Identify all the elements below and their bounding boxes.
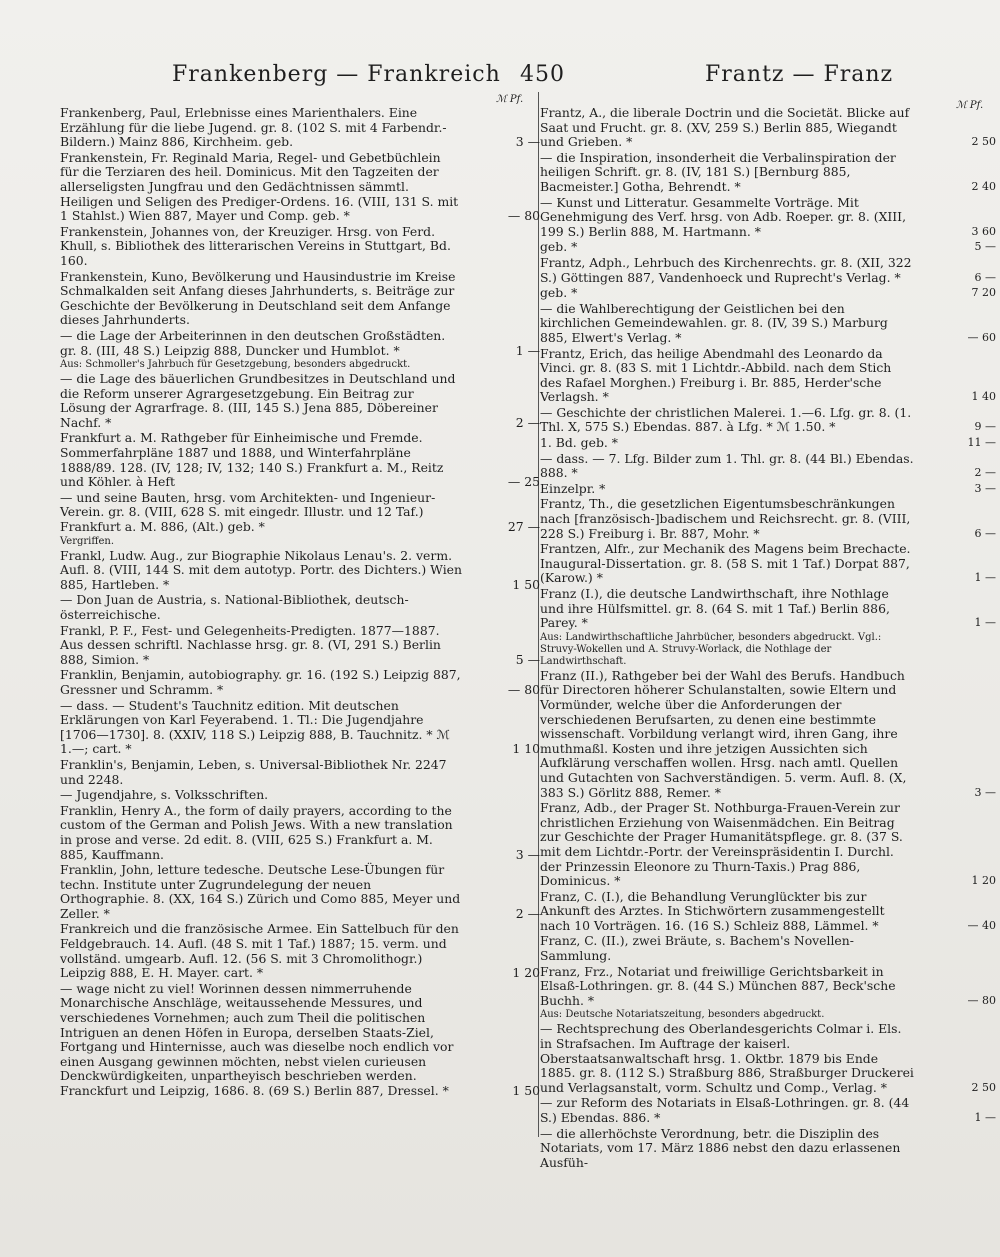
entry-text: — dass. — 7. Lfg. Bilder zum 1. Thl. gr. 8. (44 Bl.) Ebendas. 888. *: [540, 450, 914, 481]
entry-text: Frankl, Ludw. Aug., zur Biographie Nikolaus Lenau's. 2. verm. Aufl. 8. (VIII, 144 S. mit dem autotyp. Portr. des Dichters.) Wien 885, Hartleben. *: [60, 547, 462, 592]
entry-text: — die Lage der Arbeiterinnen in den deutschen Großstädten. gr. 8. (III, 48 S.) Leipzig 888, Duncker und Humblot. *: [60, 327, 446, 358]
entry-text: Frantzen, Alfr., zur Mechanik des Magens beim Brechacte. Inaugural-Dissertation. gr. 8. (58 S. mit 1 Taf.) Dorpat 887, (Karow.) *: [540, 541, 911, 586]
entry-text: — die Wahlberechtigung der Geistlichen bei den kirchlichen Gemeindewahlen. gr. 8. (IV, 39 S.) Marburg 885, Elwert's Verlag. *: [540, 300, 888, 345]
bibliography-entry: [540, 149, 996, 195]
bibliography-entry: [60, 624, 540, 668]
entry-price: 1 20: [971, 874, 996, 888]
entry-text: — wage nicht zu viel! Worinnen dessen nimmerruhende Monarchische Anschläge, weitaussehende Messures, und verschiedenes Vornehmen; auch zum Theil die politischen Intriguen an denen Höfen in Europa, derselben Staats-Ziel, Fortgang und Hinternisse, auch was dieselbe noch endlich vor einen Ausgang gewinnen möchten, nebst vielen curieusen Denckwürdigkeiten, unpartheyisch beschrieben werden. Franckfurt und Leipzig, 1686. 8. (69 S.) Berlin 887, Dressel. *: [60, 980, 454, 1098]
entry-text: Frantz, Th., die gesetzlichen Eigentumsbeschränkungen nach [französisch-]badischem und Reichsrecht. gr. 8. (VIII, 228 S.) Freiburg i. Br. 887, Mohr. *: [540, 496, 911, 541]
running-head-left: Frankenberg — Frankreich: [172, 62, 501, 87]
entry-price: 5 —: [974, 240, 996, 254]
entry-text: Frantz, Erich, das heilige Abendmahl des Leonardo da Vinci. gr. 8. (83 S. mit 1 Lichtdr.-Abbild. nach dem Stich des Rafael Morghen.) Freiburg i. Br. 885, Herder'sche Verlagsh. *: [540, 345, 892, 405]
left-column: [60, 106, 540, 1100]
entry-price: 3 —: [974, 785, 996, 799]
bibliography-entry: [540, 285, 996, 301]
bibliography-entry: [540, 239, 996, 255]
bibliography-entry: [60, 431, 540, 489]
entry-text: Aus: Deutsche Notariatszeitung, besonders abgedruckt.: [540, 1009, 825, 1021]
bibliography-entry: [540, 1021, 996, 1095]
bibliography-entry: [540, 1095, 996, 1125]
entry-price: 9 —: [974, 420, 996, 434]
entry-price: 1 40: [971, 390, 996, 404]
bibliography-entry: [540, 254, 996, 285]
entry-text: Einzelpr. *: [540, 480, 606, 496]
entry-text: Frankreich und die französische Armee. Ein Sattelbuch für den Feldgebrauch. 14. Aufl. (48 S. mit 1 Taf.) 1887; 15. verm. und vollständ. umgearb. Aufl. 12. (56 S. mit 3 Chromolithogr.) Leipzig 888, E. H. Mayer. cart. *: [60, 921, 459, 981]
bibliography-entry: [540, 345, 996, 405]
entry-price: 1 20: [512, 965, 540, 981]
entry-price: 1 50: [512, 1083, 540, 1098]
entry-text: — Rechtsprechung des Oberlandesgerichts Colmar i. Els. in Strafsachen. Im Auftrage der kaiserl. Oberstaatsanwaltschaft hrsg. 1. Oktbr. 1879 bis Ende 1885. gr. 8. (112 S.) Straßburg 886, Straßburger Druckerei und Verlagsanstalt, vorm. Schultz und Comp., Verlag. *: [540, 1021, 914, 1095]
entry-price: 6 —: [974, 270, 996, 284]
entry-price: — 80: [507, 681, 540, 697]
entry-price: 1 —: [974, 571, 996, 585]
entry-price: 1 —: [974, 616, 996, 630]
entry-price: 5 —: [515, 651, 540, 667]
entry-price: 3 —: [515, 134, 540, 150]
entry-text: Vergriffen.: [60, 535, 115, 547]
entry-text: 1. Bd. geb. *: [540, 435, 618, 451]
bibliography-entry: [60, 329, 540, 358]
entry-price: 6 —: [974, 526, 996, 540]
entry-text: geb. *: [540, 239, 578, 255]
entry-text: Frankenstein, Fr. Reginald Maria, Regel- und Gebetbüchlein für die Terziaren des heil. Dominicus. Mit den Tagzeiten der allerseligsten Jungfrau und den Gedächtnissen sämmtl. Heiligen und Seligen des Prediger-Ordens. 16. (VIII, 131 S. mit 1 Stahlst.) Wien 887, Mayer und Comp. geb. *: [60, 149, 459, 224]
entry-note: [540, 1009, 958, 1021]
bibliography-entry: [60, 922, 540, 980]
entry-text: Aus: Landwirthschaftliche Jahrbücher, besonders abgedruckt. Vgl.: Struvy-Wokellen und A. Struvy-Worlack, die Nothlage der Landwirthschaft.: [540, 631, 882, 667]
entry-price: 11 —: [967, 436, 996, 450]
bibliography-entry: [540, 541, 996, 586]
bibliography-entry: [60, 758, 540, 787]
entry-text: — die Inspiration, insonderheit die Verbalinspiration der heiligen Schrift. gr. 8. (IV, 181 S.) [Bernburg 885, Bacmeister.] Gotha, Behrendt. *: [540, 149, 896, 194]
entry-price: 27 —: [507, 519, 540, 535]
entry-note: [540, 632, 958, 668]
entry-text: — Jugendjahre, s. Volksschriften.: [60, 787, 269, 803]
bibliography-entry: [60, 804, 540, 862]
entry-text: Aus: Schmoller's Jahrbuch für Gesetzgebung, besonders abgedruckt.: [60, 359, 411, 371]
entry-text: Frankfurt a. M. Rathgeber für Einheimische und Fremde. Sommerfahrpläne 1887 und 1888, und Winterfahrpläne 1888/89. 128. (IV, 128; IV, 132; 140 S.) Frankfurt a. M., Reitz und Köhler. à Heft: [60, 430, 444, 490]
entry-text: Frankenstein, Kuno, Bevölkerung und Hausindustrie im Kreise Schmalkalden seit Anfang dieses Jahrhunderts, s. Beiträge zur Geschichte der Bevölkerung in Deutschland seit dem Anfange dieses Jahrhunderts.: [60, 268, 456, 328]
entry-text: — zur Reform des Notariats in Elsaß-Lothringen. gr. 8. (44 S.) Ebendas. 886. *: [540, 1095, 910, 1125]
entry-price: 3 —: [515, 846, 540, 862]
bibliography-entry: [60, 225, 540, 269]
bibliography-entry: [60, 372, 540, 430]
bibliography-entry: [60, 106, 540, 150]
entry-price: 2 —: [974, 466, 996, 480]
entry-text: Franklin, Henry A., the form of daily prayers, according to the custom of the German and Polish Jews. With a new translation in prose and verse. 2d edit. 8. (VIII, 625 S.) Frankfurt a. M. 885, Kauffmann.: [60, 802, 453, 862]
bibliography-entry: [540, 450, 996, 481]
entry-note: [60, 536, 540, 548]
entry-text: Frankenstein, Johannes von, der Kreuziger. Hrsg. von Ferd. Khull, s. Bibliothek des litterarischen Vereins in Stuttgart, Bd. 160.: [60, 223, 451, 268]
entry-text: — und seine Bauten, hrsg. vom Architekten- und Ingenieur-Verein. gr. 8. (VIII, 628 S. mit eingedr. Illustr. und 12 Taf.) Frankfurt a. M. 886, (Alt.) geb. *: [60, 489, 436, 535]
entry-text: Franz, Frz., Notariat und freiwillige Gerichtsbarkeit in Elsaß-Lothringen. gr. 8. (44 S.) München 887, Beck'sche Buchh. *: [540, 963, 896, 1008]
bibliography-entry: [540, 300, 996, 346]
entry-text: Frantz, Adph., Lehrbuch des Kirchenrechts. gr. 8. (XII, 322 S.) Göttingen 887, Vandenhoeck und Ruprecht's Verlag. *: [540, 254, 912, 285]
page-number: 450: [520, 62, 565, 87]
bibliography-entry: [60, 863, 540, 921]
entry-text: — Geschichte der christlichen Malerei. 1.—6. Lfg. gr. 8. (1. Thl. X, 575 S.) Ebendas. 887. à Lfg. * ℳ 1.50. *: [540, 404, 912, 435]
running-head-right: Frantz — Franz: [705, 62, 894, 87]
entry-price: 2 50: [971, 135, 996, 149]
bibliography-entry: [540, 586, 996, 631]
entry-price: 1 10: [512, 741, 540, 757]
entry-price: — 40: [967, 918, 996, 932]
entry-text: — die Lage des bäuerlichen Grundbesitzes in Deutschland und die Reform unserer Agrargesetzgebung. Ein Beitrag zur Lösung der Agrarfrage. 8. (III, 145 S.) Jena 885, Döbereiner Nachf. *: [60, 371, 456, 430]
entry-text: Franz, C. (I.), die Behandlung Verunglückter bis zur Ankunft des Arztes. In Stichwörtern zusammengestellt nach 10 Vorträgen. 16. (16 S.) Schleiz 888, Lämmel. *: [540, 888, 885, 933]
entry-text: Franklin, John, letture tedesche. Deutsche Lese-Übungen für techn. Institute unter Zugrundelegung der neuen Orthographie. 8. (XX, 164 S.) Zürich und Como 885, Meyer und Zeller. *: [60, 862, 461, 921]
bibliography-entry: [540, 194, 996, 240]
entry-text: — dass. — Student's Tauchnitz edition. Mit deutschen Erklärungen von Karl Feyerabend. 1. Tl.: Die Jugendjahre [1706—1730]. 8. (XXIV, 118 S.) Leipzig 888, B. Tauchnitz. * ℳ 1.—; cart. *: [60, 697, 450, 757]
entry-price: 2 40: [971, 179, 996, 193]
entry-price: — 80: [507, 208, 540, 224]
entry-note: [60, 359, 540, 371]
entry-text: Franz (II.), Rathgeber bei der Wahl des Berufs. Handbuch für Directoren höherer Schulanstalten, sowie Eltern und Vormünder, welche über die Anforderungen der verschiedenen Berufsarten, zu denen eine bestimmte wissenschaft. Vorbildung verlangt wird, ihren Gang, ihre muthmaßl. Kosten und ihre jetzigen Aussichten sich Aufklärung verschaffen wollen. Hrsg. nach amtl. Quellen und Gutachten von Sachverständigen. 5. verm. Aufl. 8. (X, 383 S.) Görlitz 888, Remer. *: [540, 667, 907, 800]
bibliography-entry: [540, 496, 996, 541]
entry-text: Franz, C. (II.), zwei Bräute, s. Bachem's Novellen-Sammlung.: [540, 933, 854, 964]
entry-price: 7 20: [971, 286, 996, 300]
bibliography-entry: [60, 151, 540, 224]
entry-price: 3 —: [974, 481, 996, 495]
bibliography-entry: [60, 270, 540, 328]
entry-text: Franz (I.), die deutsche Landwirthschaft, ihre Nothlage und ihre Hülfsmittel. gr. 8. (64 S. mit 1 Taf.) Berlin 886, Parey. *: [540, 586, 890, 631]
entry-text: Frankenberg, Paul, Erlebnisse eines Marienthalers. Eine Erzählung für die liebe Jugend. gr. 8. (102 S. mit 4 Farbendr.-Bildern.) Mainz 886, Kirchheim. geb.: [60, 105, 447, 150]
entry-price: 2 —: [515, 905, 540, 921]
entry-text: Franklin's, Benjamin, Leben, s. Universal-Bibliothek Nr. 2247 und 2248.: [60, 756, 447, 787]
entry-text: Frankl, P. F., Fest- und Gelegenheits-Predigten. 1877—1887. Aus dessen schriftl. Nachlasse hrsg. gr. 8. (VI, 291 S.) Berlin 888, Simion. *: [60, 622, 441, 667]
bibliography-entry: [540, 667, 996, 800]
entry-price: 1 —: [974, 1111, 996, 1124]
entry-price: — 60: [967, 330, 996, 344]
bibliography-entry: [60, 491, 540, 535]
entry-price: — 80: [967, 993, 996, 1007]
bibliography-entry: [540, 1127, 958, 1171]
entry-text: Franklin, Benjamin, autobiography. gr. 16. (192 S.) Leipzig 887, Gressner und Schramm. *: [60, 667, 461, 697]
entry-price: 2 —: [515, 414, 540, 430]
price-column-head-right: ℳ Pf.: [956, 100, 984, 111]
bibliography-entry: [540, 404, 996, 435]
bibliography-entry: [540, 934, 958, 963]
bibliography-entry: [540, 480, 996, 497]
bibliography-entry: [540, 800, 996, 889]
bibliography-entry: [60, 699, 540, 757]
entry-price: 1 50: [512, 576, 540, 592]
entry-text: geb. *: [540, 285, 578, 301]
entry-price: 2 50: [971, 1080, 996, 1094]
entry-price: 3 60: [971, 224, 996, 238]
entry-text: — Kunst und Litteratur. Gesammelte Vorträge. Mit Genehmigung des Verf. hrsg. von Adb. Roeper. gr. 8. (XIII, 199 S.) Berlin 888, M. Hartmann. *: [540, 194, 907, 239]
entry-text: — Don Juan de Austria, s. National-Bibliothek, deutsch-österreichische.: [60, 592, 409, 622]
bibliography-entry: [540, 888, 996, 934]
entry-price: — 25: [507, 474, 540, 490]
entry-text: Frantz, A., die liberale Doctrin und die Societät. Blicke auf Saat und Frucht. gr. 8. (XV, 259 S.) Berlin 885, Wiegandt und Grieben. *: [540, 105, 910, 150]
bibliography-entry: [60, 668, 540, 697]
bibliography-entry: [540, 435, 996, 451]
price-column-head-left: ℳ Pf.: [496, 94, 524, 105]
entry-price: 1 —: [515, 342, 540, 358]
entry-text: — die allerhöchste Verordnung, betr. die Disziplin des Notariats, vom 17. März 1886 nebst den dazu erlassenen Ausfüh-: [540, 1125, 901, 1170]
bibliography-entry: [60, 982, 540, 1099]
bibliography-entry: [60, 593, 540, 622]
bibliography-entry: [540, 963, 996, 1009]
bibliography-entry: [60, 549, 540, 593]
entry-text: Franz, Adb., der Prager St. Nothburga-Frauen-Verein zur christlichen Erziehung von Waisenmädchen. Ein Beitrag zur Geschichte der Prager Humanitätspflege. gr. 8. (37 S. mit dem Lichtdr.-Portr. der Vereinspräsidentin I. Durchl. der Prinzessin Eleonore zu Thurn-Taxis.) Prag 886, Dominicus. *: [540, 800, 903, 889]
bibliography-entry: [60, 788, 540, 803]
